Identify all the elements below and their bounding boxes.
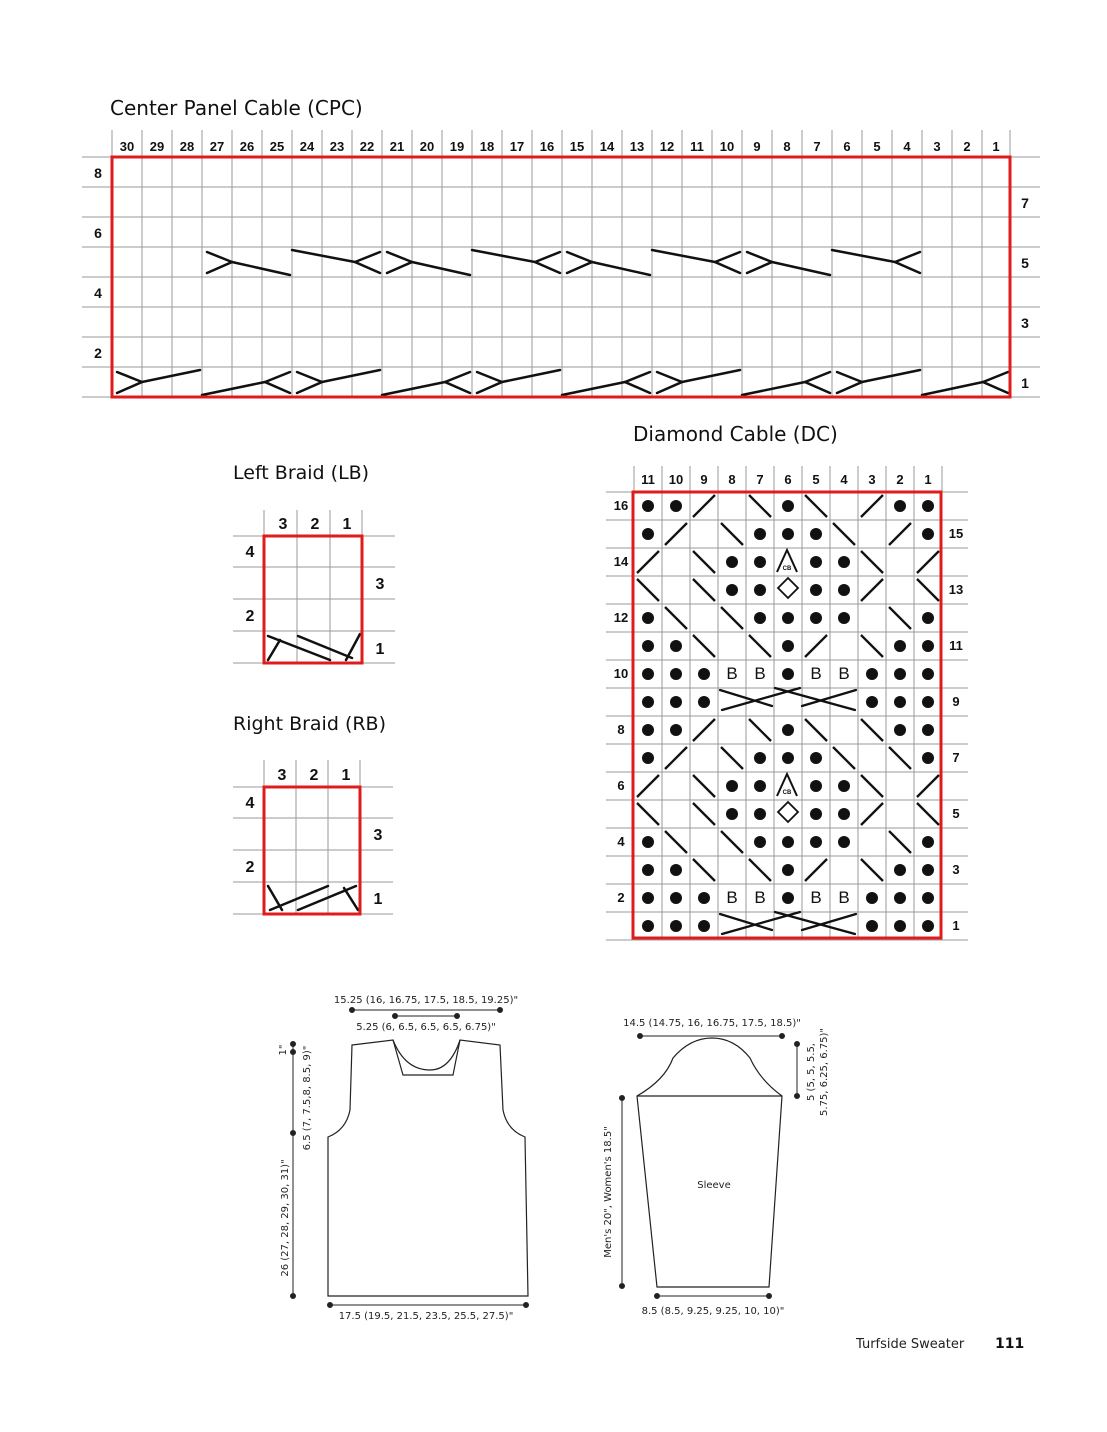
dc-cross-symbol xyxy=(693,775,715,797)
sleeve-cap-height-1: 5 (5, 5, 5.5, xyxy=(806,1043,817,1101)
dc-purl-dot xyxy=(838,556,850,568)
dc-cross-symbol xyxy=(861,579,883,601)
dc-cross-symbol xyxy=(693,579,715,601)
dc-purl-dot xyxy=(838,836,850,848)
body-bottom-width-line xyxy=(328,1303,529,1308)
dc-purl-dot xyxy=(726,556,738,568)
dc-purl-dot xyxy=(782,668,794,680)
dc-purl-dot xyxy=(670,864,682,876)
dc-cross-symbol xyxy=(917,775,939,797)
dc-purl-dot xyxy=(838,808,850,820)
sleeve-cuff-width: 8.5 (8.5, 9.25, 9.25, 10, 10)" xyxy=(641,1306,785,1317)
cpc-row-label: 3 xyxy=(1021,315,1029,331)
dc-cross-symbol xyxy=(721,607,743,629)
dc-b-symbol: B xyxy=(754,888,766,907)
dc-cross-symbol xyxy=(889,607,911,629)
cpc-col-label: 10 xyxy=(719,139,735,154)
dc-col-label: 10 xyxy=(668,472,684,487)
dc-row-label: 14 xyxy=(613,554,629,569)
dc-purl-dot xyxy=(922,668,934,680)
cpc-col-label: 17 xyxy=(509,139,525,154)
dc-cross-symbol xyxy=(833,523,855,545)
dc-cross-symbol xyxy=(861,803,883,825)
dc-col-label: 2 xyxy=(896,472,904,487)
dc-purl-dot xyxy=(782,528,794,540)
dc-purl-dot xyxy=(670,668,682,680)
cpc-col-label: 15 xyxy=(569,139,585,154)
dc-purl-dot xyxy=(922,528,934,540)
dc-cross-symbol xyxy=(833,747,855,769)
dc-purl-dot xyxy=(894,864,906,876)
cpc-col-label: 29 xyxy=(149,139,165,154)
dc-row-label: 15 xyxy=(948,526,964,541)
dc-title: Diamond Cable (DC) xyxy=(633,422,838,446)
dc-purl-dot xyxy=(698,668,710,680)
dc-cross-symbol xyxy=(693,551,715,573)
dc-purl-dot xyxy=(838,584,850,596)
dc-purl-dot xyxy=(782,836,794,848)
dc-b-symbol: B xyxy=(726,888,738,907)
dc-purl-dot xyxy=(670,696,682,708)
dc-purl-dot xyxy=(810,836,822,848)
dc-purl-dot xyxy=(642,724,654,736)
dc-purl-dot xyxy=(838,780,850,792)
rb-row-label: 1 xyxy=(373,891,383,908)
dc-purl-dot xyxy=(642,612,654,624)
dc-cross-symbol xyxy=(637,579,659,601)
cpc-col-label: 30 xyxy=(119,139,135,154)
dc-purl-dot xyxy=(810,612,822,624)
dc-purl-dot xyxy=(922,500,934,512)
dc-col-label: 3 xyxy=(868,472,876,487)
cpc-col-label: 5 xyxy=(873,139,881,154)
dc-row-label: 7 xyxy=(952,750,960,765)
cpc-col-label: 20 xyxy=(419,139,435,154)
cpc-col-label: 21 xyxy=(389,139,405,154)
dc-purl-dot xyxy=(698,696,710,708)
cpc-col-label: 14 xyxy=(599,139,615,154)
dc-purl-dot xyxy=(754,836,766,848)
dc-purl-dot xyxy=(698,920,710,932)
dc-purl-dot xyxy=(838,612,850,624)
cpc-col-label: 24 xyxy=(299,139,315,154)
dc-purl-dot xyxy=(642,836,654,848)
dc-purl-dot xyxy=(782,864,794,876)
lb-row-label: 3 xyxy=(375,576,385,593)
dc-purl-dot xyxy=(894,696,906,708)
dc-cross-symbol xyxy=(721,523,743,545)
dc-cross-symbol xyxy=(861,859,883,881)
dc-cross-symbol xyxy=(805,719,827,741)
dc-purl-dot xyxy=(782,640,794,652)
dc-cross-symbol xyxy=(721,831,743,853)
dc-row-label: 11 xyxy=(949,638,963,653)
dc-col-label: 8 xyxy=(728,472,736,487)
dc-purl-dot xyxy=(670,640,682,652)
dc-purl-dot xyxy=(810,584,822,596)
dc-purl-dot xyxy=(894,724,906,736)
dc-purl-dot xyxy=(642,864,654,876)
dc-chart xyxy=(606,466,968,940)
sleeve-cuff-width-line xyxy=(655,1294,772,1299)
lb-col-label: 1 xyxy=(342,516,352,533)
dc-row-label: 16 xyxy=(613,498,629,513)
lb-row-label: 2 xyxy=(245,608,255,625)
rb-row-label: 2 xyxy=(245,859,255,876)
dc-cross-symbol xyxy=(693,495,715,517)
dc-purl-dot xyxy=(754,780,766,792)
dc-purl-dot xyxy=(670,892,682,904)
rb-braid-symbol xyxy=(268,886,358,910)
neck-depth: 1" xyxy=(278,1044,289,1056)
dc-purl-dot xyxy=(810,808,822,820)
footer-pattern-name: Turfside Sweater xyxy=(856,1337,965,1352)
dc-purl-dot xyxy=(754,528,766,540)
rb-col-label: 1 xyxy=(341,767,351,784)
dc-cross-symbol xyxy=(861,719,883,741)
rb-title: Right Braid (RB) xyxy=(233,713,387,735)
dc-cross-symbol xyxy=(861,635,883,657)
cpc-chart xyxy=(82,130,1040,397)
cpc-col-label: 12 xyxy=(659,139,675,154)
dc-b-symbol: B xyxy=(810,664,822,683)
rb-col-label: 2 xyxy=(309,767,319,784)
dc-cross-symbol xyxy=(693,635,715,657)
dc-cross-symbol xyxy=(637,803,659,825)
dc-cross-symbol xyxy=(861,551,883,573)
dc-cross-symbol xyxy=(721,747,743,769)
cpc-column-numbers xyxy=(120,139,1000,154)
dc-purl-dot xyxy=(754,584,766,596)
cpc-col-label: 28 xyxy=(179,139,195,154)
cpc-row-label: 7 xyxy=(1021,195,1029,211)
dc-b-symbol: B xyxy=(726,664,738,683)
dc-purl-dot xyxy=(894,640,906,652)
cpc-row-label: 8 xyxy=(94,165,102,181)
dc-cross-symbol xyxy=(749,495,771,517)
cpc-title: Center Panel Cable (CPC) xyxy=(110,96,363,120)
cpc-col-label: 23 xyxy=(329,139,345,154)
cpc-col-label: 7 xyxy=(813,139,821,154)
sleeve-label: Sleeve xyxy=(697,1180,731,1191)
rb-chart xyxy=(233,760,393,914)
dc-cross-symbol xyxy=(749,859,771,881)
sleeve-cap-line xyxy=(795,1042,800,1099)
body-outline xyxy=(328,1040,528,1296)
sleeve-top-width: 14.5 (14.75, 16, 16.75, 17.5, 18.5)" xyxy=(623,1018,801,1029)
dc-symbols xyxy=(637,495,939,932)
dc-purl-dot xyxy=(642,892,654,904)
cpc-col-label: 9 xyxy=(753,139,761,154)
dc-row-label: 8 xyxy=(617,722,625,737)
dc-cross-symbol xyxy=(693,719,715,741)
dc-purl-dot xyxy=(894,500,906,512)
dc-purl-dot xyxy=(922,864,934,876)
dc-cross-symbol xyxy=(917,579,939,601)
dc-purl-dot xyxy=(894,920,906,932)
footer-page-number: 111 xyxy=(995,1336,1025,1352)
dc-purl-dot xyxy=(642,640,654,652)
lb-col-label: 3 xyxy=(278,516,288,533)
cpc-row-label: 1 xyxy=(1021,375,1029,391)
cpc-col-label: 27 xyxy=(209,139,225,154)
dc-purl-dot xyxy=(782,612,794,624)
cpc-row-label: 6 xyxy=(94,225,102,241)
dc-purl-dot xyxy=(922,836,934,848)
dc-cross-symbol xyxy=(665,523,687,545)
lb-row-label: 1 xyxy=(375,641,385,658)
dc-b-symbol: B xyxy=(838,888,850,907)
dc-purl-dot xyxy=(642,920,654,932)
dc-cross-symbol xyxy=(665,607,687,629)
cpc-row-label: 4 xyxy=(94,285,102,301)
dc-purl-dot xyxy=(726,780,738,792)
cpc-col-label: 22 xyxy=(359,139,375,154)
rb-row-label: 4 xyxy=(245,795,255,812)
dc-row-label: 4 xyxy=(617,834,625,849)
dc-cross-symbol xyxy=(805,635,827,657)
cpc-col-label: 13 xyxy=(629,139,645,154)
dc-purl-dot xyxy=(866,920,878,932)
sleeve-length: Men's 20", Women's 18.5" xyxy=(603,1126,614,1258)
dc-row-label: 5 xyxy=(952,806,960,821)
dc-cross-symbol xyxy=(917,803,939,825)
dc-purl-dot xyxy=(810,528,822,540)
body-bottom-width: 17.5 (19.5, 21.5, 23.5, 25.5, 27.5)" xyxy=(338,1311,514,1322)
dc-purl-dot xyxy=(922,724,934,736)
cpc-row5-cables xyxy=(207,250,920,275)
dc-col-label: 1 xyxy=(924,472,932,487)
dc-cross-symbol xyxy=(805,859,827,881)
dc-purl-dot xyxy=(642,500,654,512)
dc-b-symbol: B xyxy=(754,664,766,683)
dc-purl-dot xyxy=(810,752,822,764)
body-vertical-lines xyxy=(291,1042,296,1299)
dc-row-label: 10 xyxy=(613,666,629,681)
body-top-width: 15.25 (16, 16.75, 17.5, 18.5, 19.25)" xyxy=(333,995,519,1006)
dc-row-label: 13 xyxy=(948,582,964,597)
dc-row-label: 1 xyxy=(952,918,960,933)
lb-chart xyxy=(233,510,395,663)
rb-row-label: 3 xyxy=(373,827,383,844)
dc-purl-dot xyxy=(642,752,654,764)
dc-col-label: 4 xyxy=(840,472,848,487)
dc-purl-dot xyxy=(866,696,878,708)
dc-row-label: 2 xyxy=(617,890,625,905)
dc-cross-symbol xyxy=(889,831,911,853)
dc-purl-dot xyxy=(866,668,878,680)
dc-purl-dot xyxy=(754,808,766,820)
dc-purl-dot xyxy=(754,612,766,624)
dc-row-label: 12 xyxy=(613,610,629,625)
dc-purl-dot xyxy=(754,556,766,568)
dc-purl-dot xyxy=(922,640,934,652)
body-top-width-line xyxy=(350,1008,503,1013)
dc-purl-dot xyxy=(782,500,794,512)
dc-purl-dot xyxy=(922,752,934,764)
dc-purl-dot xyxy=(782,724,794,736)
dc-purl-dot xyxy=(726,584,738,596)
dc-col-label: 11 xyxy=(641,472,655,487)
cpc-row-label: 2 xyxy=(94,345,102,361)
dc-cross-symbol xyxy=(889,523,911,545)
dc-cross-symbol xyxy=(861,775,883,797)
body-schematic xyxy=(278,995,529,1322)
dc-purl-dot xyxy=(726,808,738,820)
armhole-depth: 6.5 (7, 7.5,8, 8.5, 9)" xyxy=(302,1045,313,1151)
cpc-col-label: 18 xyxy=(479,139,495,154)
cpc-col-label: 1 xyxy=(992,139,1000,154)
dc-purl-dot xyxy=(810,556,822,568)
cpc-col-label: 11 xyxy=(690,139,704,154)
dc-col-label: 7 xyxy=(756,472,764,487)
dc-cross-symbol xyxy=(665,831,687,853)
dc-purl-dot xyxy=(642,528,654,540)
dc-purl-dot xyxy=(754,752,766,764)
dc-cb-label: CB xyxy=(782,566,792,572)
lb-title: Left Braid (LB) xyxy=(233,462,370,484)
dc-row-label: 3 xyxy=(952,862,960,877)
dc-row-label: 6 xyxy=(617,778,625,793)
dc-purl-dot xyxy=(698,892,710,904)
cpc-col-label: 3 xyxy=(933,139,941,154)
dc-cross-symbol xyxy=(861,495,883,517)
dc-cross-symbol xyxy=(693,803,715,825)
dc-b-symbol: B xyxy=(810,888,822,907)
cpc-col-label: 16 xyxy=(539,139,555,154)
dc-purl-dot xyxy=(894,892,906,904)
lb-row-label: 4 xyxy=(245,544,255,561)
dc-cross-symbol xyxy=(917,551,939,573)
cpc-row-label: 5 xyxy=(1021,255,1029,271)
lb-col-label: 2 xyxy=(310,516,320,533)
dc-col-label: 5 xyxy=(812,472,820,487)
dc-purl-dot xyxy=(782,752,794,764)
sleeve-schematic xyxy=(603,1018,830,1317)
dc-cross-symbol xyxy=(665,747,687,769)
dc-purl-dot xyxy=(922,696,934,708)
dc-purl-dot xyxy=(782,892,794,904)
dc-purl-dot xyxy=(670,920,682,932)
dc-purl-dot xyxy=(866,892,878,904)
dc-purl-dot xyxy=(670,724,682,736)
sleeve-length-line xyxy=(620,1096,625,1289)
dc-cross-symbol xyxy=(889,747,911,769)
cpc-col-label: 6 xyxy=(843,139,851,154)
neck-width: 5.25 (6, 6.5, 6.5, 6.5, 6.75)" xyxy=(356,1022,496,1033)
dc-col-label: 9 xyxy=(700,472,708,487)
cpc-col-label: 2 xyxy=(963,139,971,154)
dc-b-symbol: B xyxy=(838,664,850,683)
dc-purl-dot xyxy=(922,920,934,932)
lb-braid-symbol xyxy=(268,634,360,660)
dc-purl-dot xyxy=(922,892,934,904)
dc-row-label: 9 xyxy=(952,694,960,709)
sleeve-outline xyxy=(637,1038,782,1287)
dc-cross-symbol xyxy=(693,859,715,881)
dc-cross-symbol xyxy=(749,719,771,741)
dc-cross-symbol xyxy=(637,551,659,573)
dc-cross-symbol xyxy=(637,775,659,797)
dc-cross-symbol xyxy=(805,495,827,517)
dc-purl-dot xyxy=(810,780,822,792)
dc-cb-label: CB xyxy=(782,790,792,796)
cpc-col-label: 8 xyxy=(783,139,791,154)
dc-purl-dot xyxy=(670,500,682,512)
neck-width-line xyxy=(393,1014,460,1019)
sleeve-cap-height-2: 5.75, 6.25, 6.75)" xyxy=(819,1027,830,1117)
cpc-col-label: 25 xyxy=(269,139,285,154)
dc-purl-dot xyxy=(922,612,934,624)
cpc-col-label: 26 xyxy=(239,139,255,154)
dc-purl-dot xyxy=(642,668,654,680)
cpc-col-label: 4 xyxy=(903,139,911,154)
dc-cross-symbol xyxy=(749,635,771,657)
dc-purl-dot xyxy=(642,696,654,708)
dc-purl-dot xyxy=(894,668,906,680)
cpc-col-label: 19 xyxy=(449,139,465,154)
dc-col-label: 6 xyxy=(784,472,792,487)
rb-col-label: 3 xyxy=(277,767,287,784)
body-length: 26 (27, 28, 29, 30, 31)" xyxy=(280,1159,291,1277)
